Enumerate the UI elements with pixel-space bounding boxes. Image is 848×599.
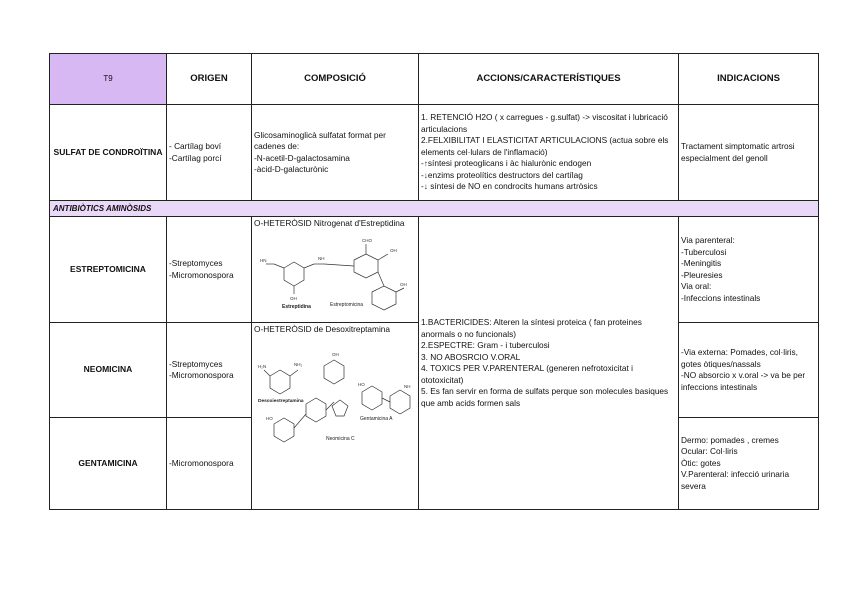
sulfat-origin: - Cartílag boví -Cartílag porcí	[167, 105, 252, 201]
svg-text:NH: NH	[404, 383, 411, 389]
svg-text:NH: NH	[318, 255, 325, 261]
ring-glucosamine	[372, 286, 396, 310]
gentamicina-indications: Dermo: pomades , cremes Ocular: Col·liris Òtic: gotes V.Parenteral: infecció urinaria severa	[679, 418, 819, 510]
header-row	[50, 54, 819, 105]
svg-text:HN: HN	[260, 257, 267, 263]
estreptomicina-composition-title: O-HETERÒSID Nitrogenat d'Estreptidina	[254, 218, 405, 228]
svg-text:HO: HO	[266, 415, 273, 421]
sulfat-name: SULFAT DE CONDROÏTINA	[50, 105, 167, 201]
estreptomicina-structure	[254, 230, 414, 312]
ring-b	[362, 386, 382, 410]
header-actions: ACCIONS/CARACTERÍSTIQUES	[419, 54, 679, 105]
estreptomicina-name: ESTREPTOMICINA	[50, 217, 167, 323]
ring-desoxiestreptamina	[270, 370, 290, 394]
header-origin: ORIGEN	[167, 54, 252, 105]
ring-streptose	[354, 254, 378, 278]
sulfat-indications: Tractament simptomatic artrosi especialment del genoll	[679, 105, 819, 201]
neomicina-structure	[254, 336, 414, 446]
ring-c	[390, 390, 410, 414]
svg-text:OH: OH	[332, 351, 339, 357]
section-title: ANTIBIÒTICS AMINÒSIDS	[50, 201, 819, 217]
svg-text:OH: OH	[400, 281, 407, 287]
header-indications: INDICACIONS	[679, 54, 819, 105]
row-estreptomicina	[50, 217, 819, 323]
svg-text:HO: HO	[358, 381, 365, 387]
estreptomicina-indications: Via parenteral: -Tuberculosi -Meningitis -Pleuresies Via oral: -Infeccions intestinals	[679, 217, 819, 323]
svg-text:H₂N: H₂N	[258, 363, 267, 369]
estreptomicina-composition	[252, 217, 419, 323]
estreptomicina-origin: -Streptomyces -Micromonospora	[167, 217, 252, 323]
label-desoxiestreptamina: Desoxiestreptamina	[258, 398, 304, 404]
sulfat-actions: 1. RETENCIÓ H2O ( x carregues - g.sulfat) -> viscositat i lubricació articulacions 2.FELXIBILITAT I ELASTICITAT ARTICULACIONS (actua sobre els elements cel·lulars de l'inflamació) -↑síntesi proteoglicans i àc hialurònic endogen -↓enzims proteolítics destructors del cartílag -↓ síntesi de NO en condrocits humans artròsics	[419, 105, 679, 201]
section-row	[50, 201, 819, 217]
neomicina-composition	[252, 323, 419, 510]
neomicina-composition-title: O-HETERÒSID de Desoxitreptamina	[254, 324, 391, 334]
ring-estreptidina	[284, 262, 304, 286]
ring-d	[306, 398, 326, 422]
ring-e	[274, 418, 294, 442]
gentamicina-name: GENTAMICINA	[50, 418, 167, 510]
header-code: T9	[50, 54, 167, 105]
label-estreptomicina: Estreptomicina	[330, 301, 364, 308]
svg-text:NH₂: NH₂	[294, 361, 303, 367]
aminoside-actions: 1.BACTERICIDES: Alteren la síntesi proteica ( fan proteines anormals o no funcionals) 2.ESPECTRE: Gram - i tuberculosi 3. NO ABOSRCIO V.ORAL 4. TOXICS PER V.PARENTERAL (generen nefrotoxicitat i ototoxicitat) 5. Es fan servir en forma de sulfats perque son molecules basiques que amb acids formen sals	[419, 217, 679, 510]
ring-a	[324, 360, 344, 384]
svg-text:CHO: CHO	[362, 237, 372, 243]
sulfat-composition: Glicosaminoglicà sulfatat format per cadenes de: -N-acetil-D-galactosamina -àcid-D-galacturònic	[252, 105, 419, 201]
gentamicina-origin: -Micromonospora	[167, 418, 252, 510]
aminoside-table	[49, 53, 819, 510]
svg-text:OH: OH	[290, 295, 297, 301]
label-gentamicina-a: Gentamicina A	[360, 415, 393, 422]
neomicina-indications: -Via externa: Pomades, col·liris, gotes òtiques/nassals -NO absorcio x v.oral -> va be per infeccions intestinals	[679, 323, 819, 418]
ring-ribose	[332, 400, 348, 416]
row-sulfat	[50, 105, 819, 201]
neomicina-name: NEOMICINA	[50, 323, 167, 418]
svg-text:OH: OH	[390, 247, 397, 253]
label-estreptidina: Estreptidina	[282, 303, 311, 310]
header-composition: COMPOSICIÓ	[252, 54, 419, 105]
label-neomicina-c: Neomicina C	[326, 435, 355, 442]
neomicina-origin: -Streptomyces -Micromonospora	[167, 323, 252, 418]
